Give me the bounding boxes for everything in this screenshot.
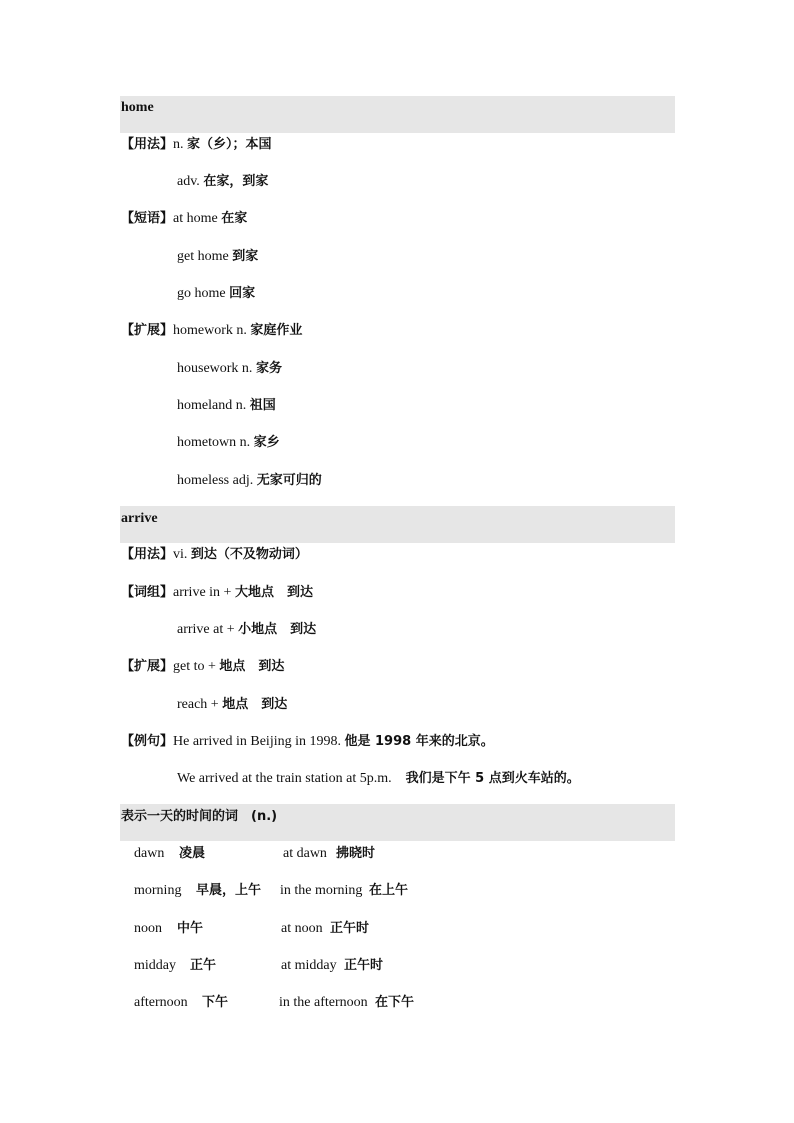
entry-line — [177, 695, 287, 715]
time-word-chinese: 凌晨 — [179, 846, 206, 861]
entry-line — [177, 172, 268, 192]
time-phrase: at midday — [281, 958, 337, 973]
time-word-chinese: 正午 — [190, 958, 217, 973]
time-word-chinese: 下午 — [202, 995, 229, 1010]
entry-line — [177, 620, 316, 640]
time-phrase: in the morning — [280, 883, 363, 898]
section-header-band-home — [120, 96, 675, 133]
time-word: afternoon — [134, 995, 188, 1010]
time-phrase-chinese: 正午时 — [330, 921, 370, 936]
entry-english: n. — [173, 137, 188, 152]
entry-line — [177, 433, 280, 453]
entry-english: He arrived in Beijing in 1998. — [173, 734, 345, 749]
entry-chinese: 家务 — [255, 361, 282, 376]
time-word: midday — [134, 958, 176, 973]
entry-english: homeless adj. — [177, 473, 257, 488]
entry-chinese: 在家 — [221, 211, 248, 226]
entry-chinese: 他是 1998 年来的北京。 — [344, 734, 494, 749]
entry-chinese: 祖国 — [249, 398, 276, 413]
section-header-band-arrive — [120, 506, 675, 543]
entry-tag: 【例句】 — [121, 734, 174, 749]
entry-chinese: 到家 — [232, 249, 259, 264]
entry-english: vi. — [173, 547, 191, 562]
entry-tag: 【用法】 — [121, 547, 174, 562]
entry-chinese: 地点 到达 — [219, 659, 285, 674]
entry-chinese: 在家，到家 — [203, 174, 269, 189]
entry-line — [121, 583, 313, 603]
time-word: dawn — [134, 846, 165, 861]
time-phrase-chinese: 在下午 — [375, 995, 415, 1010]
entry-line — [121, 732, 494, 752]
entry-tag: 【短语】 — [121, 211, 174, 226]
entry-chinese: 家庭作业 — [250, 323, 303, 338]
time-word-chinese: 早晨，上午 — [196, 883, 262, 898]
entry-english: hometown n. — [177, 435, 254, 450]
time-phrase: at noon — [281, 921, 323, 936]
entry-english: adv. — [177, 174, 204, 189]
entry-english: at home — [173, 211, 222, 226]
section-title-arrive: arrive — [121, 511, 158, 526]
entry-chinese: 大地点 到达 — [234, 585, 313, 600]
time-phrase: in the afternoon — [279, 995, 368, 1010]
entry-english: get to + — [173, 659, 220, 674]
entry-chinese: 到达（不及物动词） — [190, 547, 308, 562]
entry-line — [121, 209, 247, 229]
entry-tag: 【扩展】 — [121, 659, 174, 674]
entry-chinese: 回家 — [229, 286, 256, 301]
entry-line — [121, 321, 302, 341]
entry-tag: 【词组】 — [121, 585, 174, 600]
time-phrase: at dawn — [283, 846, 327, 861]
section-title-home: home — [121, 100, 154, 115]
entry-tag: 【用法】 — [121, 137, 174, 152]
entry-english: go home — [177, 286, 230, 301]
section-title-time: 表示一天的时间的词 (n.) — [121, 809, 278, 824]
entry-line — [177, 471, 322, 491]
entry-english: We arrived at the train station at 5p.m. — [177, 771, 406, 786]
entry-english: housework n. — [177, 361, 256, 376]
time-phrase-chinese: 在上午 — [369, 883, 409, 898]
entry-english: arrive in + — [173, 585, 235, 600]
entry-line — [121, 657, 284, 677]
entry-chinese: 小地点 到达 — [238, 622, 317, 637]
entry-line — [177, 769, 580, 789]
entry-tag: 【扩展】 — [121, 323, 174, 338]
entry-english: arrive at + — [177, 622, 239, 637]
entry-chinese: 地点 到达 — [222, 697, 288, 712]
time-word-chinese: 中午 — [177, 921, 204, 936]
time-word: morning — [134, 883, 182, 898]
time-phrase-chinese: 正午时 — [344, 958, 384, 973]
time-phrase-chinese: 拂晓时 — [336, 846, 376, 861]
entry-line — [121, 545, 308, 565]
entry-english: homework n. — [173, 323, 251, 338]
entry-line — [177, 247, 258, 267]
entry-english: get home — [177, 249, 233, 264]
entry-english: homeland n. — [177, 398, 250, 413]
entry-line — [177, 396, 276, 416]
entry-chinese: 家（乡）；本国 — [187, 137, 272, 152]
entry-chinese: 无家可归的 — [256, 473, 322, 488]
entry-english: reach + — [177, 697, 223, 712]
entry-chinese: 我们是下午 5 点到火车站的。 — [405, 771, 580, 786]
time-word: noon — [134, 921, 162, 936]
entry-line — [121, 135, 272, 155]
entry-chinese: 家乡 — [253, 435, 280, 450]
entry-line — [177, 284, 255, 304]
entry-line — [177, 359, 282, 379]
